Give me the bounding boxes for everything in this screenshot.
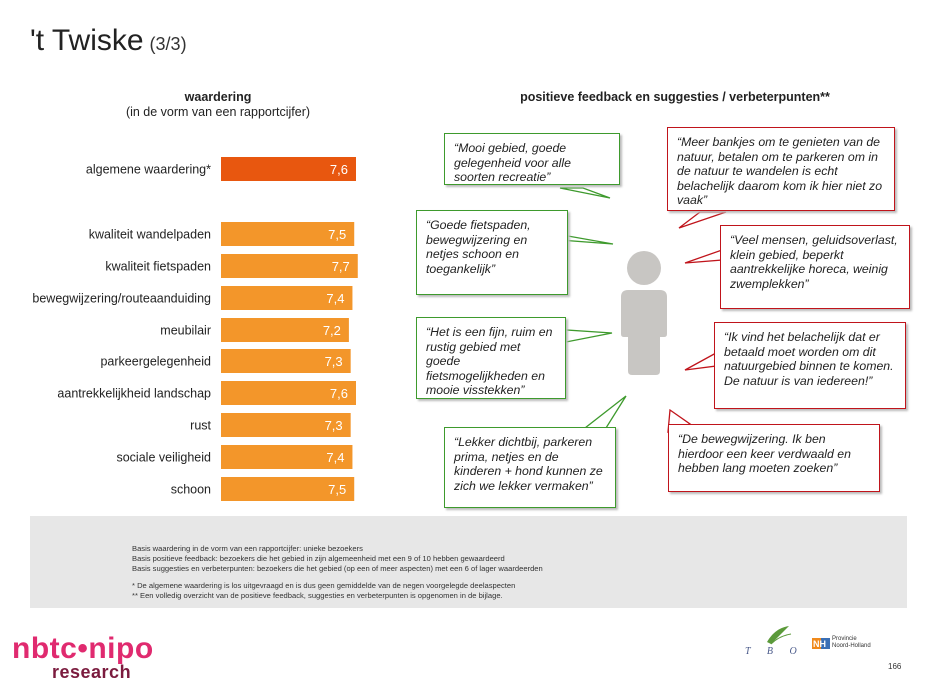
category-label: parkeergelegenheid xyxy=(100,354,211,369)
tbo-logo xyxy=(745,622,805,658)
bubble-tail xyxy=(685,250,722,263)
category-label: rust xyxy=(190,418,211,433)
value-label: 7,7 xyxy=(331,259,350,274)
feedback-heading: positieve feedback en suggesties / verbeterpunten** xyxy=(520,90,830,104)
category-label: aantrekkelijkheid landschap xyxy=(57,386,211,401)
bubble-tail xyxy=(679,212,726,228)
footnote: Basis suggesties en verbeterpunten: bezoekers die het gebied (op een of meer aspecten) met een 6 of lager waardeerden xyxy=(132,564,543,573)
value-label: 7,5 xyxy=(328,227,347,242)
page-number: 166 xyxy=(888,662,902,671)
value-label: 7,3 xyxy=(324,354,343,369)
negative-feedback-bubble: “Meer bankjes om te genieten van de natuur, betalen om te parkeren om in de natuur te wandelen is echt belachelijk daarom kom ik hier niet zo vaak” xyxy=(667,127,895,211)
svg-text:T B O: T B O xyxy=(745,646,804,657)
category-label: sociale veiligheid xyxy=(116,450,211,465)
category-label: kwaliteit wandelpaden xyxy=(88,227,211,242)
footnote: Basis waardering in de vorm van een rapportcijfer: unieke bezoekers xyxy=(132,544,363,553)
negative-feedback-bubble: “Veel mensen, geluidsoverlast, klein gebied, beperkt aantrekkelijke horeca, weinig zwemplekken” xyxy=(720,225,910,309)
negative-feedback-bubble: “Ik vind het belachelijk dat er betaald moet worden om dit natuurgebied binnen te komen. De natuur is van iedereen!” xyxy=(714,322,906,409)
province-name-line: Noord-Holland xyxy=(832,642,871,649)
value-label: 7,4 xyxy=(326,291,345,306)
category-label: bewegwijzering/routeaanduiding xyxy=(32,291,211,306)
svg-text:NH: NH xyxy=(813,639,826,649)
footnote: Basis positieve feedback: bezoekers die het gebied in zijn algemeenheid met een 9 of 10 hebben gewaardeerd xyxy=(132,554,505,563)
nbtc-nipo-logo: nbtc•nipo xyxy=(12,632,154,665)
page-title: 't Twiske (3/3) xyxy=(30,24,187,57)
nbtc-nipo-logo-research: research xyxy=(52,662,132,682)
category-label: schoon xyxy=(170,482,211,497)
positive-feedback-bubble: “Mooi gebied, goede gelegenheid voor alle soorten recreatie” xyxy=(444,133,620,185)
category-label: kwaliteit fietspaden xyxy=(105,259,211,274)
bubble-tail xyxy=(560,188,610,198)
value-label: 7,6 xyxy=(329,162,348,177)
footnote: * De algemene waardering is los uitgevraagd en is dus geen gemiddelde van de negen voorgelegde deelaspecten xyxy=(132,581,516,590)
chart-heading: waardering xyxy=(184,90,252,104)
footnote: ** Een volledig overzicht van de positieve feedback, suggesties en verbeterpunten is opgenomen in de bijlage. xyxy=(132,591,503,600)
negative-feedback-bubble: “De bewegwijzering. Ik ben hierdoor een keer verdwaald en hebben lang moeten zoeken” xyxy=(668,424,880,492)
bubble-tail xyxy=(566,330,612,342)
person-icon xyxy=(618,248,670,378)
province-logo xyxy=(812,636,871,655)
bubble-tail xyxy=(585,396,626,428)
value-label: 7,5 xyxy=(328,482,347,497)
value-label: 7,2 xyxy=(322,323,341,338)
page-title-suffix: (3/3) xyxy=(149,34,187,54)
positive-feedback-bubble: “Goede fietspaden, bewegwijzering en netjes schoon en toegankelijk” xyxy=(416,210,568,295)
positive-feedback-bubble: “Lekker dichtbij, parkeren prima, netjes en de kinderen + hond kunnen ze zich we lekker vermaken” xyxy=(444,427,616,508)
province-name-line: Provincie xyxy=(832,636,857,642)
bubble-tail xyxy=(685,353,716,370)
category-label: meubilair xyxy=(160,323,211,338)
province-logo-mark xyxy=(812,636,832,650)
value-label: 7,6 xyxy=(329,386,348,401)
value-label: 7,3 xyxy=(324,418,343,433)
chart-subheading: (in de vorm van een rapportcijfer) xyxy=(125,105,311,119)
positive-feedback-bubble: “Het is een fijn, ruim en rustig gebied met goede fietsmogelijkheden en mooie visstekken” xyxy=(416,317,566,399)
value-label: 7,4 xyxy=(326,450,345,465)
category-label: algemene waardering* xyxy=(85,162,211,177)
